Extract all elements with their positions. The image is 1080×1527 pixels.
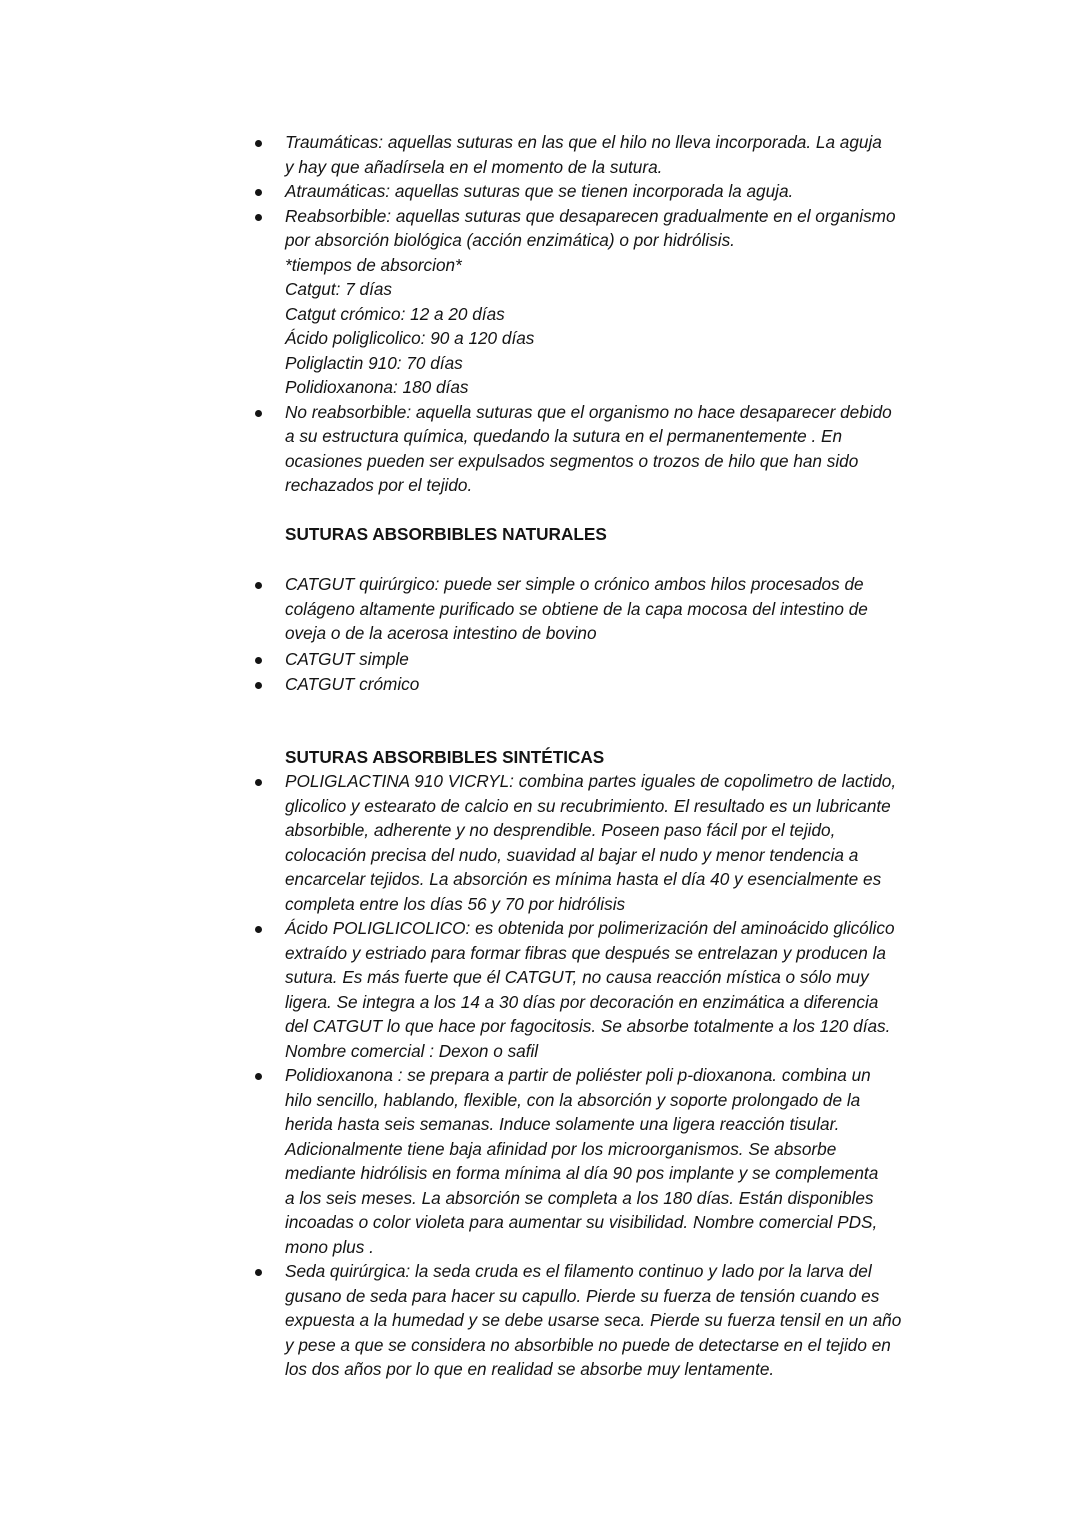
- text-line: Poliglactin 910: 70 días: [285, 352, 463, 373]
- text-line: Atraumáticas: aquellas suturas que se tienen incorporada la aguja.: [285, 181, 794, 201]
- text-line: encarcelar tejidos. La absorción es mínima hasta el día 40 y esencialmente es: [285, 869, 882, 889]
- text-line: CATGUT quirúrgico: puede ser simple o crónico ambos hilos procesados de: [285, 574, 864, 594]
- text-line: extraído y estriado para formar fibras que después se entrelazan y producen la: [285, 942, 886, 963]
- text-line: los dos años por lo que en realidad se absorbe muy lentamente.: [285, 1359, 775, 1379]
- bullet-icon: [255, 410, 262, 417]
- list-item-no-reabsorbible: [285, 400, 945, 498]
- bullet-icon: [255, 1269, 262, 1276]
- text-line: oveja o de la acerosa intestino de bovino: [285, 623, 597, 643]
- list-item-catgut-quirurgico: [285, 572, 945, 646]
- text-line: y hay que añadírsela en el momento de la sutura.: [285, 156, 663, 177]
- bullet-icon: [255, 140, 262, 147]
- bullet-icon: [255, 582, 262, 589]
- text-line: CATGUT crómico: [285, 674, 420, 694]
- bullet-icon: [255, 682, 262, 689]
- text-line: colágeno altamente purificado se obtiene de la capa mocosa del intestino de: [285, 598, 868, 619]
- text-line: Seda quirúrgica: la seda cruda es el filamento continuo y lado por la larva del: [285, 1261, 872, 1281]
- text-line: Polidioxanona: 180 días: [285, 377, 469, 397]
- text-line: No reabsorbible: aquella suturas que el organismo no hace desaparecer debido: [285, 401, 892, 422]
- section-heading-sinteticas: SUTURAS ABSORBIBLES SINTÉTICAS: [285, 746, 605, 767]
- list-item-traumaticas: [285, 130, 945, 179]
- text-line: sutura. Es más fuerte que él CATGUT, no causa reacción mística o sólo muy: [285, 967, 869, 987]
- text-line: ocasiones pueden ser expulsados segmentos o trozos de hilo que han sido: [285, 450, 859, 471]
- bullet-icon: [255, 214, 262, 221]
- text-line: gusano de seda para hacer su capullo. Pierde su fuerza de tensión cuando es: [285, 1285, 880, 1306]
- text-line: rechazados por el tejido.: [285, 475, 473, 495]
- text-line: incoadas o color violeta para aumentar su visibilidad. Nombre comercial PDS,: [285, 1212, 878, 1232]
- text-line: por absorción biológica (acción enzimática) o por hidrólisis.: [285, 230, 735, 250]
- text-line: herida hasta seis semanas. Induce solamente una ligera reacción tisular.: [285, 1114, 840, 1134]
- text-line: a los seis meses. La absorción se completa a los 180 días. Están disponibles: [285, 1187, 874, 1208]
- natural-sutures-list: [285, 572, 945, 697]
- list-item-catgut-simple: [285, 647, 945, 672]
- text-line: Nombre comercial : Dexon o safil: [285, 1040, 539, 1061]
- text-line: Ácido poliglicolico: 90 a 120 días: [285, 328, 535, 348]
- document-content: [285, 130, 945, 1382]
- text-line: y pese a que se considera no absorbible no puede de detectarse en el tejido en: [285, 1334, 891, 1355]
- text-line: glicolico y estearato de calcio en su recubrimiento. El resultado es un lubricante: [285, 795, 891, 816]
- text-line: Polidioxanona : se prepara a partir de poliéster poli p-dioxanona. combina un: [285, 1065, 871, 1085]
- text-line: mono plus .: [285, 1236, 374, 1257]
- text-line: Reabsorbible: aquellas suturas que desaparecen gradualmente en el organismo: [285, 205, 896, 226]
- bullet-icon: [255, 189, 262, 196]
- text-line: Adicionalmente tiene baja afinidad por los microorganismos. Se absorbe: [285, 1138, 837, 1159]
- suture-types-list: [285, 130, 945, 498]
- list-item-catgut-cromico: [285, 672, 945, 697]
- text-line: CATGUT simple: [285, 648, 409, 669]
- text-line: mediante hidrólisis en forma mínima al día 90 pos implante y se complementa: [285, 1163, 879, 1183]
- section-heading-naturales: SUTURAS ABSORBIBLES NATURALES: [285, 523, 607, 544]
- synthetic-sutures-list: [285, 769, 945, 1382]
- text-line: Catgut: 7 días: [285, 279, 393, 299]
- text-line: expuesta a la humedad y se debe usarse seca. Pierde su fuerza tensil en un año: [285, 1310, 902, 1330]
- text-line: Traumáticas: aquellas suturas en las que el hilo no lleva incorporada. La aguja: [285, 132, 882, 152]
- text-line: *tiempos de absorcion*: [285, 254, 462, 275]
- bullet-icon: [255, 1073, 262, 1080]
- list-item-atraumaticas: [285, 179, 945, 204]
- text-line: Ácido POLIGLICOLICO: es obtenida por polimerización del aminoácido glicólico: [285, 918, 895, 938]
- text-line: Catgut crómico: 12 a 20 días: [285, 303, 505, 324]
- natural-sutures-section: [285, 522, 945, 697]
- bullet-icon: [255, 926, 262, 933]
- text-line: hilo sencillo, hablando, flexible, con la absorción y soporte prolongado de la: [285, 1089, 861, 1110]
- bullet-icon: [255, 657, 262, 664]
- synthetic-sutures-section: [285, 745, 945, 1382]
- text-line: del CATGUT lo que hace por fagocitosis. Se absorbe totalmente a los 120 días.: [285, 1016, 891, 1036]
- text-line: POLIGLACTINA 910 VICRYL: combina partes iguales de copolimetro de lactido,: [285, 771, 897, 791]
- text-line: colocación precisa del nudo, suavidad al bajar el nudo y menor tendencia a: [285, 844, 859, 865]
- text-line: completa entre los días 56 y 70 por hidrólisis: [285, 893, 626, 914]
- text-line: a su estructura química, quedando la sutura en el permanentemente . En: [285, 426, 843, 446]
- list-item-poliglactina: [285, 769, 945, 916]
- list-item-acido-poliglicolico: [285, 916, 945, 1063]
- text-line: absorbible, adherente y no desprendible. Poseen paso fácil por el tejido,: [285, 820, 836, 840]
- list-item-seda-quirurgica: [285, 1259, 945, 1382]
- text-line: ligera. Se integra a los 14 a 30 días por decoración en enzimática a diferencia: [285, 991, 879, 1012]
- list-item-reabsorbible: [285, 204, 945, 400]
- list-item-polidioxanona: [285, 1063, 945, 1259]
- bullet-icon: [255, 779, 262, 786]
